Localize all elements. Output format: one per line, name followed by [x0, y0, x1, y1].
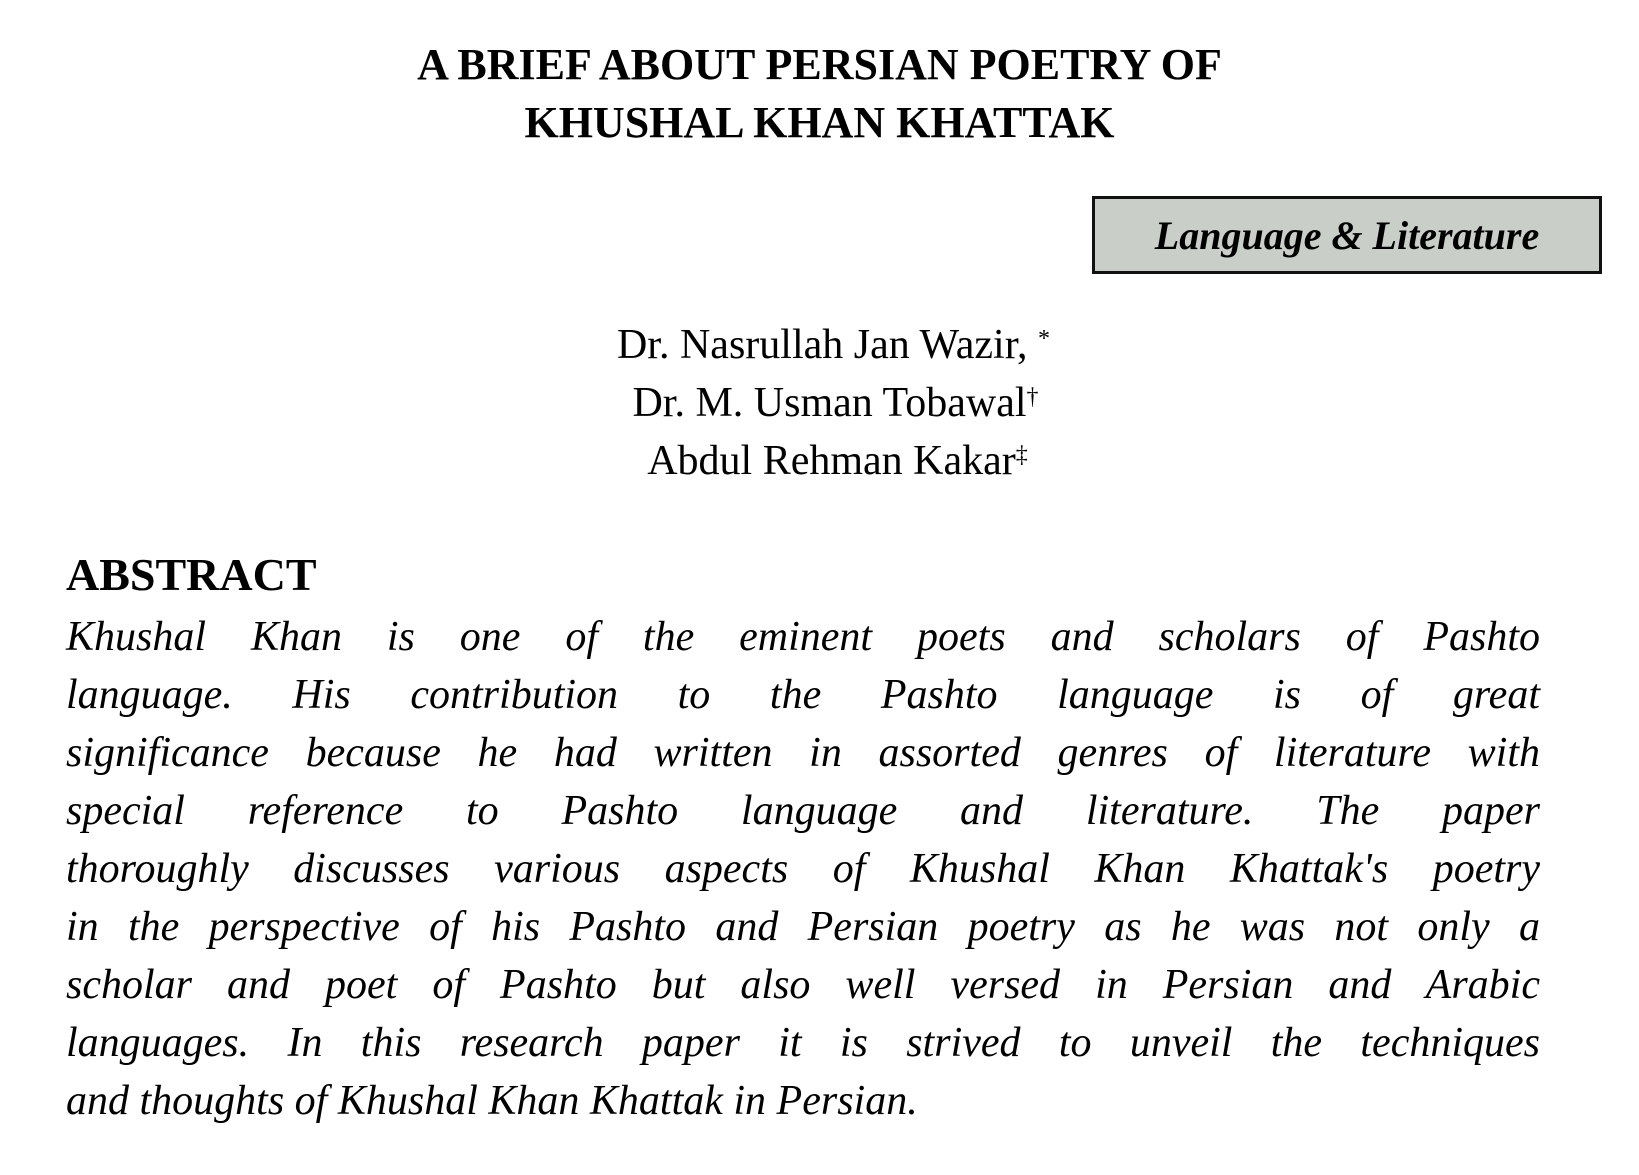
abstract-line: language. His contribution to the Pashto language is of great: [66, 672, 1540, 718]
abstract-line: significance because he had written in assorted genres of literature with: [66, 730, 1540, 776]
author-1-name: Dr. Nasrullah Jan Wazir,: [616, 322, 1028, 368]
author-3: [0, 432, 1639, 490]
abstract-line: languages. In this research paper it is strived to unveil the techniques: [66, 1020, 1540, 1066]
abstract-body: [66, 608, 1540, 1130]
author-2-name: Dr. M. Usman Tobawal: [632, 380, 1027, 426]
category-label: Language & Literature: [1154, 212, 1540, 258]
author-2-footnote-mark: †: [1026, 384, 1039, 410]
paper-title-line-1: A BRIEF ABOUT PERSIAN POETRY OF: [417, 40, 1222, 89]
author-3-name: Abdul Rehman Kakar: [647, 438, 1016, 484]
abstract-line: scholar and poet of Pashto but also well versed in Persian and Arabic: [66, 962, 1540, 1008]
abstract-line: and thoughts of Khushal Khan Khattak in Persian.: [66, 1078, 918, 1124]
author-1-footnote-mark: *: [1038, 326, 1051, 352]
paper-title-line-2: KHUSHAL KHAN KHATTAK: [524, 98, 1115, 147]
category-box: [1092, 196, 1602, 274]
abstract-line: special reference to Pashto language and literature. The paper: [66, 788, 1540, 834]
paper-title: [0, 36, 1639, 152]
author-2: [0, 374, 1639, 432]
abstract-heading: ABSTRACT: [66, 549, 317, 600]
abstract-line: in the perspective of his Pashto and Persian poetry as he was not only a: [66, 904, 1540, 950]
author-3-footnote-mark: ‡: [1015, 442, 1028, 468]
abstract-line: thoroughly discusses various aspects of Khushal Khan Khattak's poetry: [66, 846, 1540, 892]
abstract-line: Khushal Khan is one of the eminent poets and scholars of Pashto: [66, 614, 1540, 660]
author-1: [0, 316, 1639, 374]
author-list: [0, 316, 1639, 490]
